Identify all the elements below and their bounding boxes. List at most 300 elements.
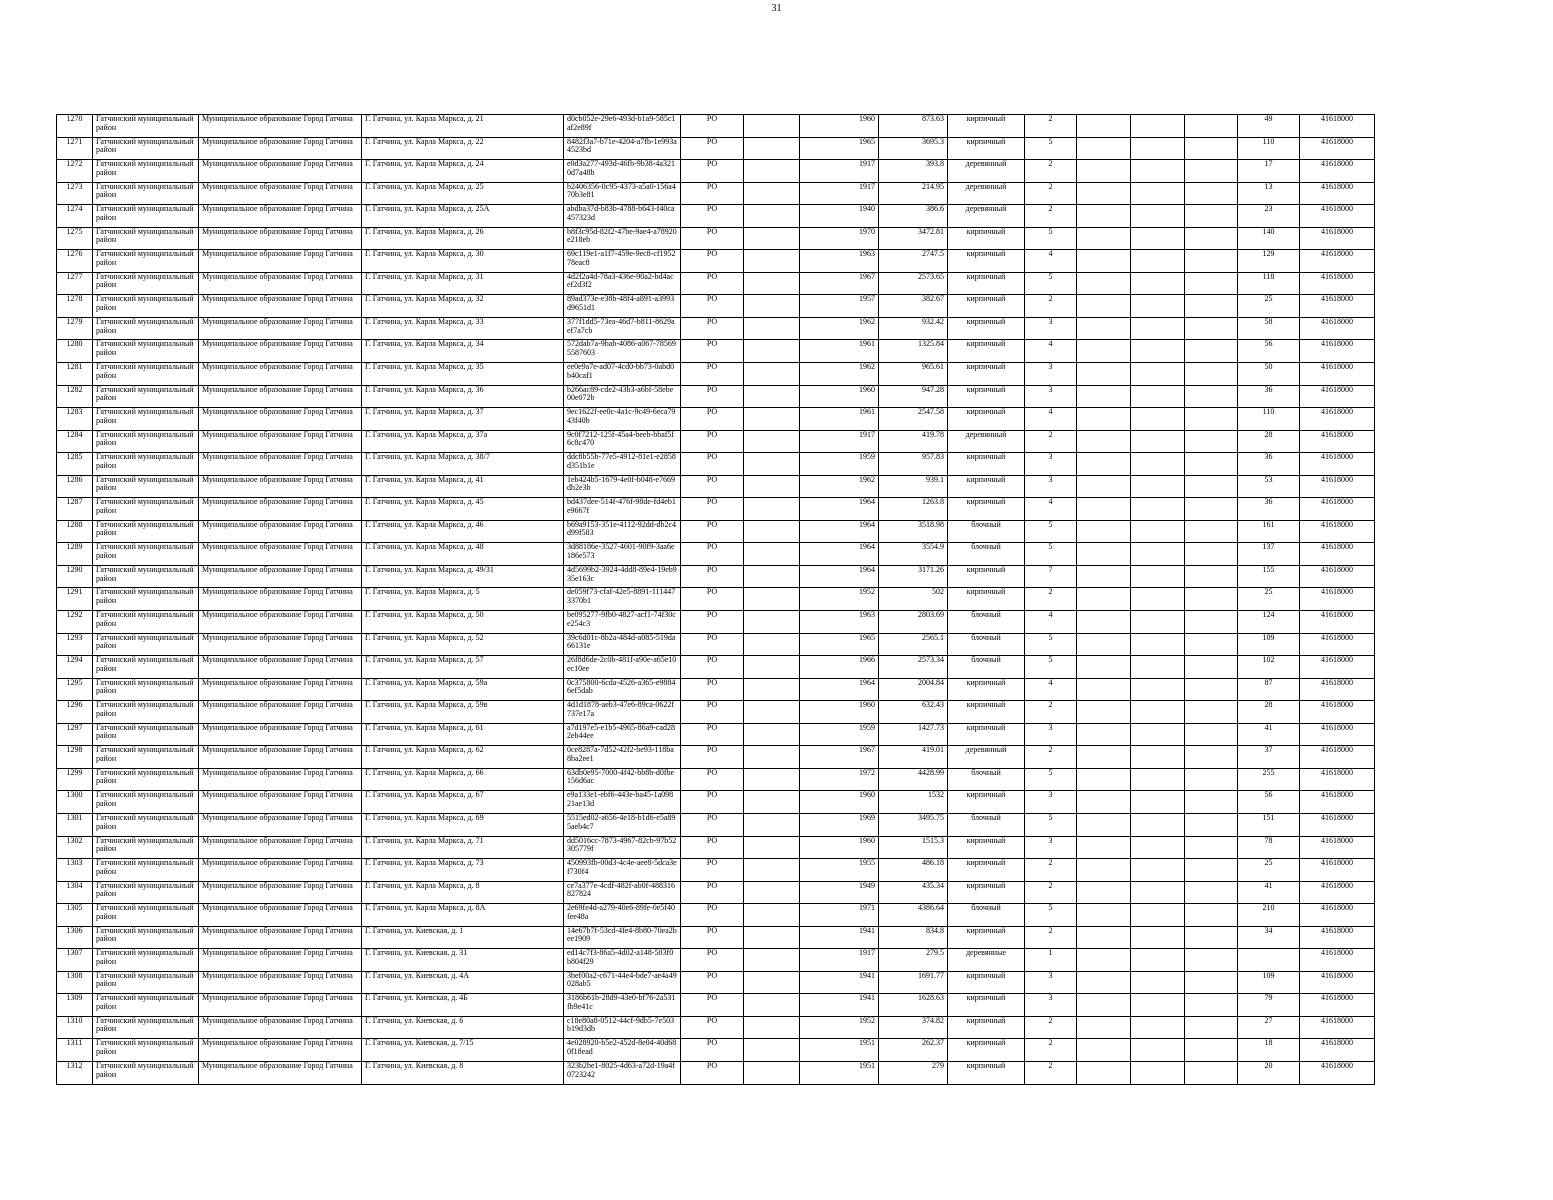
cell-municipality: Муниципальное образование Город Гатчина — [199, 994, 362, 1017]
cell-empty — [744, 791, 800, 814]
cell-guid: 9c0f7212-125f-45a4-beeb-bbaf5f6c8c470 — [564, 430, 681, 453]
cell-year: 1967 — [800, 272, 879, 295]
cell-empty — [744, 272, 800, 295]
cell-guid: 2e69fe4d-a279-40e6-89fe-0e5f40fee48a — [564, 904, 681, 927]
cell-wall-material: деревянный — [948, 746, 1025, 769]
cell-address: Г. Гатчина, ул. Карла Маркса, д. 69 — [362, 813, 564, 836]
cell-district: Гатчинский муниципальный район — [93, 160, 199, 183]
cell-empty — [1185, 475, 1238, 498]
cell-wall-material: кирпичный — [948, 137, 1025, 160]
cell-empty — [1131, 520, 1185, 543]
cell-district: Гатчинский муниципальный район — [93, 859, 199, 882]
cell-guid: ee0e9a7e-ad07-4cd0-bb73-0abd0b40caf1 — [564, 363, 681, 386]
cell-program-code: РО — [681, 1061, 744, 1084]
cell-oktmo: 41618000 — [1300, 498, 1375, 521]
cell-oktmo: 41618000 — [1300, 611, 1375, 634]
cell-empty — [1131, 272, 1185, 295]
cell-empty — [744, 408, 800, 431]
cell-wall-material: кирпичный — [948, 1061, 1025, 1084]
cell-guid: 9ec1622f-ee0c-4a1c-9c49-6eca7943f40b — [564, 408, 681, 431]
cell-municipality: Муниципальное образование Город Гатчина — [199, 453, 362, 476]
cell-program-code: РО — [681, 250, 744, 273]
cell-program-code: РО — [681, 430, 744, 453]
cell-year: 1917 — [800, 182, 879, 205]
table-row — [57, 520, 1375, 543]
cell-empty — [1185, 272, 1238, 295]
cell-program-code: РО — [681, 453, 744, 476]
cell-municipality: Муниципальное образование Город Гатчина — [199, 633, 362, 656]
cell-residents: 49 — [1238, 115, 1300, 138]
cell-area: 834.8 — [879, 926, 948, 949]
cell-empty — [1077, 904, 1131, 927]
cell-empty — [1131, 791, 1185, 814]
cell-oktmo: 41618000 — [1300, 205, 1375, 228]
cell-municipality: Муниципальное образование Город Гатчина — [199, 385, 362, 408]
cell-municipality: Муниципальное образование Город Гатчина — [199, 588, 362, 611]
cell-wall-material: кирпичный — [948, 498, 1025, 521]
cell-wall-material: блочный — [948, 813, 1025, 836]
cell-address: Г. Гатчина, ул. Карла Маркса, д. 21 — [362, 115, 564, 138]
cell-empty — [1077, 543, 1131, 566]
cell-program-code: РО — [681, 836, 744, 859]
cell-empty — [744, 1061, 800, 1084]
cell-oktmo: 41618000 — [1300, 115, 1375, 138]
table-row — [57, 317, 1375, 340]
cell-guid: ed14c7f3-86a5-4d02-a148-503f0b804f29 — [564, 949, 681, 972]
cell-municipality: Муниципальное образование Город Гатчина — [199, 836, 362, 859]
cell-district: Гатчинский муниципальный район — [93, 363, 199, 386]
cell-empty — [1185, 768, 1238, 791]
cell-floors: 4 — [1025, 498, 1077, 521]
cell-area: 1263.8 — [879, 498, 948, 521]
cell-residents: 161 — [1238, 520, 1300, 543]
cell-empty — [744, 881, 800, 904]
cell-empty — [1185, 295, 1238, 318]
cell-district: Гатчинский муниципальный район — [93, 543, 199, 566]
cell-oktmo: 41618000 — [1300, 926, 1375, 949]
table-row — [57, 295, 1375, 318]
cell-residents: 56 — [1238, 791, 1300, 814]
cell-wall-material: блочный — [948, 611, 1025, 634]
cell-oktmo: 41618000 — [1300, 813, 1375, 836]
cell-row-number: 1282 — [57, 385, 93, 408]
cell-address: Г. Гатчина, ул. Киевская, д. 7/15 — [362, 1039, 564, 1062]
cell-district: Гатчинский муниципальный район — [93, 205, 199, 228]
cell-year: 1949 — [800, 881, 879, 904]
cell-district: Гатчинский муниципальный район — [93, 611, 199, 634]
cell-floors: 5 — [1025, 904, 1077, 927]
cell-program-code: РО — [681, 791, 744, 814]
cell-empty — [744, 701, 800, 724]
cell-empty — [1185, 656, 1238, 679]
cell-area: 435.34 — [879, 881, 948, 904]
cell-wall-material: блочный — [948, 656, 1025, 679]
cell-residents: 28 — [1238, 701, 1300, 724]
table-row — [57, 543, 1375, 566]
cell-municipality: Муниципальное образование Город Гатчина — [199, 227, 362, 250]
cell-empty — [1185, 633, 1238, 656]
cell-guid: 3d88186e-3527-4601-90f9-3aa6e186e573 — [564, 543, 681, 566]
cell-program-code: РО — [681, 611, 744, 634]
cell-address: Г. Гатчина, ул. Киевская, д. 4А — [362, 971, 564, 994]
cell-municipality: Муниципальное образование Город Гатчина — [199, 182, 362, 205]
cell-wall-material: кирпичный — [948, 272, 1025, 295]
cell-empty — [1131, 317, 1185, 340]
cell-residents: 56 — [1238, 340, 1300, 363]
cell-program-code: РО — [681, 588, 744, 611]
cell-area: 1691.77 — [879, 971, 948, 994]
cell-empty — [1185, 1016, 1238, 1039]
cell-empty — [1185, 565, 1238, 588]
cell-oktmo: 41618000 — [1300, 430, 1375, 453]
cell-district: Гатчинский муниципальный район — [93, 994, 199, 1017]
cell-row-number: 1302 — [57, 836, 93, 859]
cell-oktmo: 41618000 — [1300, 588, 1375, 611]
table-row — [57, 881, 1375, 904]
cell-district: Гатчинский муниципальный район — [93, 881, 199, 904]
cell-floors: 5 — [1025, 813, 1077, 836]
cell-empty — [744, 543, 800, 566]
cell-row-number: 1271 — [57, 137, 93, 160]
table-row — [57, 678, 1375, 701]
cell-row-number: 1280 — [57, 340, 93, 363]
cell-empty — [1077, 633, 1131, 656]
cell-guid: 4d1d1878-aeb3-47e6-89ca-0622f737e17a — [564, 701, 681, 724]
cell-address: Г. Гатчина, ул. Карла Маркса, д. 62 — [362, 746, 564, 769]
cell-empty — [744, 227, 800, 250]
cell-empty — [744, 588, 800, 611]
cell-program-code: РО — [681, 340, 744, 363]
cell-wall-material: кирпичный — [948, 250, 1025, 273]
cell-address: Г. Гатчина, ул. Карла Маркса, д. 49/31 — [362, 565, 564, 588]
cell-floors: 2 — [1025, 1016, 1077, 1039]
cell-empty — [1077, 678, 1131, 701]
cell-municipality: Муниципальное образование Город Гатчина — [199, 520, 362, 543]
cell-program-code: РО — [681, 723, 744, 746]
cell-year: 1917 — [800, 160, 879, 183]
cell-oktmo: 41618000 — [1300, 475, 1375, 498]
cell-floors: 2 — [1025, 1039, 1077, 1062]
table-row — [57, 633, 1375, 656]
cell-wall-material: блочный — [948, 633, 1025, 656]
cell-program-code: РО — [681, 272, 744, 295]
cell-empty — [1131, 115, 1185, 138]
cell-municipality: Муниципальное образование Город Гатчина — [199, 317, 362, 340]
cell-district: Гатчинский муниципальный район — [93, 746, 199, 769]
cell-district: Гатчинский муниципальный район — [93, 250, 199, 273]
cell-empty — [1077, 859, 1131, 882]
table-row — [57, 272, 1375, 295]
cell-row-number: 1281 — [57, 363, 93, 386]
cell-district: Гатчинский муниципальный район — [93, 317, 199, 340]
cell-residents: 17 — [1238, 160, 1300, 183]
cell-area: 947.28 — [879, 385, 948, 408]
cell-empty — [1077, 115, 1131, 138]
cell-empty — [1077, 227, 1131, 250]
cell-row-number: 1296 — [57, 701, 93, 724]
cell-address: Г. Гатчина, ул. Карла Маркса, д. 37а — [362, 430, 564, 453]
cell-residents: 53 — [1238, 475, 1300, 498]
cell-row-number: 1305 — [57, 904, 93, 927]
cell-district: Гатчинский муниципальный район — [93, 227, 199, 250]
cell-district: Гатчинский муниципальный район — [93, 295, 199, 318]
cell-oktmo: 41618000 — [1300, 723, 1375, 746]
cell-district: Гатчинский муниципальный район — [93, 723, 199, 746]
cell-oktmo: 41618000 — [1300, 182, 1375, 205]
cell-area: 3171.26 — [879, 565, 948, 588]
cell-program-code: РО — [681, 949, 744, 972]
cell-empty — [1185, 971, 1238, 994]
cell-guid: 0c375800-6cda-4526-a365-e98846ef5dab — [564, 678, 681, 701]
cell-program-code: РО — [681, 565, 744, 588]
cell-wall-material: кирпичный — [948, 565, 1025, 588]
cell-empty — [1077, 137, 1131, 160]
cell-floors: 3 — [1025, 385, 1077, 408]
cell-empty — [1185, 430, 1238, 453]
cell-guid: ddc8b55b-77e5-4912-81e1-e2858d351b1e — [564, 453, 681, 476]
cell-oktmo: 41618000 — [1300, 904, 1375, 927]
cell-empty — [1131, 904, 1185, 927]
cell-row-number: 1304 — [57, 881, 93, 904]
cell-row-number: 1291 — [57, 588, 93, 611]
table-row — [57, 836, 1375, 859]
cell-residents: 58 — [1238, 317, 1300, 340]
cell-wall-material: блочный — [948, 904, 1025, 927]
cell-empty — [1185, 836, 1238, 859]
cell-address: Г. Гатчина, ул. Карла Маркса, д. 73 — [362, 859, 564, 882]
cell-district: Гатчинский муниципальный район — [93, 633, 199, 656]
cell-empty — [1131, 768, 1185, 791]
cell-year: 1955 — [800, 859, 879, 882]
cell-area: 1325.84 — [879, 340, 948, 363]
cell-program-code: РО — [681, 859, 744, 882]
cell-year: 1941 — [800, 994, 879, 1017]
cell-municipality: Муниципальное образование Город Гатчина — [199, 250, 362, 273]
cell-year: 1969 — [800, 813, 879, 836]
cell-wall-material: кирпичный — [948, 926, 1025, 949]
cell-guid: 377f1dd5-73ea-46d7-b811-8629aef7a7cb — [564, 317, 681, 340]
cell-empty — [1077, 813, 1131, 836]
cell-empty — [1077, 723, 1131, 746]
table-row — [57, 137, 1375, 160]
cell-empty — [1131, 926, 1185, 949]
cell-municipality: Муниципальное образование Город Гатчина — [199, 363, 362, 386]
cell-residents: 78 — [1238, 836, 1300, 859]
cell-empty — [1185, 340, 1238, 363]
cell-empty — [1185, 115, 1238, 138]
cell-empty — [744, 768, 800, 791]
cell-empty — [1077, 1061, 1131, 1084]
cell-empty — [744, 633, 800, 656]
cell-floors: 4 — [1025, 340, 1077, 363]
cell-empty — [1185, 453, 1238, 476]
cell-guid: 4e028920-b5e2-452d-8e04-40d680f18ead — [564, 1039, 681, 1062]
housing-registry-table — [56, 114, 1375, 1085]
cell-area: 1427.73 — [879, 723, 948, 746]
cell-guid: 8482f3a7-b71e-4204-a7fb-1e993a4523bd — [564, 137, 681, 160]
cell-empty — [744, 453, 800, 476]
cell-program-code: РО — [681, 656, 744, 679]
cell-oktmo: 41618000 — [1300, 791, 1375, 814]
cell-municipality: Муниципальное образование Город Гатчина — [199, 205, 362, 228]
cell-floors: 1 — [1025, 949, 1077, 972]
cell-row-number: 1288 — [57, 520, 93, 543]
cell-residents: 13 — [1238, 182, 1300, 205]
table-row — [57, 791, 1375, 814]
cell-empty — [1077, 205, 1131, 228]
cell-empty — [1131, 1016, 1185, 1039]
cell-row-number: 1301 — [57, 813, 93, 836]
cell-area: 3495.75 — [879, 813, 948, 836]
cell-floors: 5 — [1025, 272, 1077, 295]
cell-municipality: Муниципальное образование Город Гатчина — [199, 791, 362, 814]
cell-empty — [744, 565, 800, 588]
cell-residents: 79 — [1238, 994, 1300, 1017]
cell-wall-material: кирпичный — [948, 295, 1025, 318]
cell-oktmo: 41618000 — [1300, 859, 1375, 882]
registry-body — [57, 115, 1375, 1085]
cell-address: Г. Гатчина, ул. Карла Маркса, д. 57 — [362, 656, 564, 679]
cell-empty — [1131, 813, 1185, 836]
cell-residents: 50 — [1238, 363, 1300, 386]
cell-empty — [1131, 250, 1185, 273]
cell-area: 1515.3 — [879, 836, 948, 859]
cell-empty — [744, 115, 800, 138]
cell-year: 1952 — [800, 588, 879, 611]
cell-address: Г. Гатчина, ул. Карла Маркса, д. 26 — [362, 227, 564, 250]
cell-empty — [1185, 994, 1238, 1017]
cell-district: Гатчинский муниципальный район — [93, 565, 199, 588]
cell-oktmo: 41618000 — [1300, 520, 1375, 543]
cell-empty — [1185, 904, 1238, 927]
cell-municipality: Муниципальное образование Город Гатчина — [199, 881, 362, 904]
cell-empty — [1131, 633, 1185, 656]
cell-empty — [744, 678, 800, 701]
table-row — [57, 408, 1375, 431]
cell-residents: 18 — [1238, 1039, 1300, 1062]
cell-municipality: Муниципальное образование Город Гатчина — [199, 701, 362, 724]
cell-municipality: Муниципальное образование Город Гатчина — [199, 430, 362, 453]
cell-area: 3518.98 — [879, 520, 948, 543]
cell-floors: 2 — [1025, 701, 1077, 724]
table-row — [57, 1039, 1375, 1062]
cell-address: Г. Гатчина, ул. Киевская, д. 4Б — [362, 994, 564, 1017]
cell-empty — [1131, 588, 1185, 611]
cell-district: Гатчинский муниципальный район — [93, 904, 199, 927]
cell-address: Г. Гатчина, ул. Карла Маркса, д. 5 — [362, 588, 564, 611]
cell-empty — [744, 317, 800, 340]
cell-wall-material: деревянный — [948, 205, 1025, 228]
cell-area: 214.95 — [879, 182, 948, 205]
cell-empty — [744, 904, 800, 927]
cell-wall-material: кирпичный — [948, 363, 1025, 386]
cell-residents: 118 — [1238, 272, 1300, 295]
cell-wall-material: кирпичный — [948, 475, 1025, 498]
table-row — [57, 565, 1375, 588]
cell-wall-material: кирпичный — [948, 1016, 1025, 1039]
cell-year: 1960 — [800, 836, 879, 859]
cell-wall-material: кирпичный — [948, 701, 1025, 724]
cell-oktmo: 41618000 — [1300, 272, 1375, 295]
cell-empty — [1131, 836, 1185, 859]
cell-address: Г. Гатчина, ул. Киевская, д. 31 — [362, 949, 564, 972]
cell-guid: d0cb052e-29e6-493d-b1a9-585c1af2e89f — [564, 115, 681, 138]
cell-year: 1962 — [800, 317, 879, 340]
cell-program-code: РО — [681, 227, 744, 250]
cell-empty — [1185, 926, 1238, 949]
cell-oktmo: 41618000 — [1300, 295, 1375, 318]
cell-floors: 2 — [1025, 926, 1077, 949]
cell-row-number: 1300 — [57, 791, 93, 814]
cell-program-code: РО — [681, 926, 744, 949]
cell-address: Г. Гатчина, ул. Карла Маркса, д. 46 — [362, 520, 564, 543]
cell-floors: 2 — [1025, 430, 1077, 453]
cell-wall-material: деревянные — [948, 949, 1025, 972]
cell-area: 3695.3 — [879, 137, 948, 160]
cell-row-number: 1285 — [57, 453, 93, 476]
table-row — [57, 250, 1375, 273]
cell-oktmo: 41618000 — [1300, 971, 1375, 994]
cell-empty — [1131, 949, 1185, 972]
cell-empty — [1185, 137, 1238, 160]
cell-address: Г. Гатчина, ул. Карла Маркса, д. 61 — [362, 723, 564, 746]
cell-oktmo: 41618000 — [1300, 701, 1375, 724]
cell-municipality: Муниципальное образование Город Гатчина — [199, 1039, 362, 1062]
cell-district: Гатчинский муниципальный район — [93, 836, 199, 859]
cell-address: Г. Гатчина, ул. Карла Маркса, д. 34 — [362, 340, 564, 363]
cell-residents: 37 — [1238, 746, 1300, 769]
cell-year: 1957 — [800, 295, 879, 318]
cell-address: Г. Гатчина, ул. Карла Маркса, д. 37 — [362, 408, 564, 431]
cell-program-code: РО — [681, 1016, 744, 1039]
cell-district: Гатчинский муниципальный район — [93, 813, 199, 836]
cell-wall-material: деревянный — [948, 160, 1025, 183]
cell-year: 1961 — [800, 408, 879, 431]
cell-address: Г. Гатчина, ул. Карла Маркса, д. 59а — [362, 678, 564, 701]
cell-empty — [1077, 385, 1131, 408]
cell-residents: 110 — [1238, 408, 1300, 431]
cell-residents: 25 — [1238, 295, 1300, 318]
cell-address: Г. Гатчина, ул. Карла Маркса, д. 45 — [362, 498, 564, 521]
cell-area: 2747.5 — [879, 250, 948, 273]
cell-empty — [1185, 408, 1238, 431]
cell-empty — [744, 340, 800, 363]
cell-floors: 5 — [1025, 520, 1077, 543]
cell-empty — [744, 475, 800, 498]
cell-area: 486.18 — [879, 859, 948, 882]
cell-oktmo: 41618000 — [1300, 250, 1375, 273]
cell-residents: 23 — [1238, 205, 1300, 228]
cell-empty — [1185, 227, 1238, 250]
cell-empty — [1077, 182, 1131, 205]
cell-row-number: 1275 — [57, 227, 93, 250]
cell-address: Г. Гатчина, ул. Киевская, д. 1 — [362, 926, 564, 949]
cell-guid: 14e67b7f-53cd-4fe4-8b80-70ea2bee1909 — [564, 926, 681, 949]
cell-guid: 3186b61b-28d9-43e0-bf76-2a531fb9e41c — [564, 994, 681, 1017]
cell-empty — [1131, 746, 1185, 769]
cell-area: 279.5 — [879, 949, 948, 972]
cell-address: Г. Гатчина, ул. Карла Маркса, д. 48 — [362, 543, 564, 566]
cell-empty — [744, 520, 800, 543]
table-row — [57, 1016, 1375, 1039]
cell-guid: de059f73-cfaf-42e5-8891-1114473370b1 — [564, 588, 681, 611]
cell-empty — [1077, 971, 1131, 994]
cell-floors: 3 — [1025, 475, 1077, 498]
cell-empty — [744, 971, 800, 994]
cell-program-code: РО — [681, 746, 744, 769]
cell-row-number: 1284 — [57, 430, 93, 453]
cell-wall-material: кирпичный — [948, 408, 1025, 431]
